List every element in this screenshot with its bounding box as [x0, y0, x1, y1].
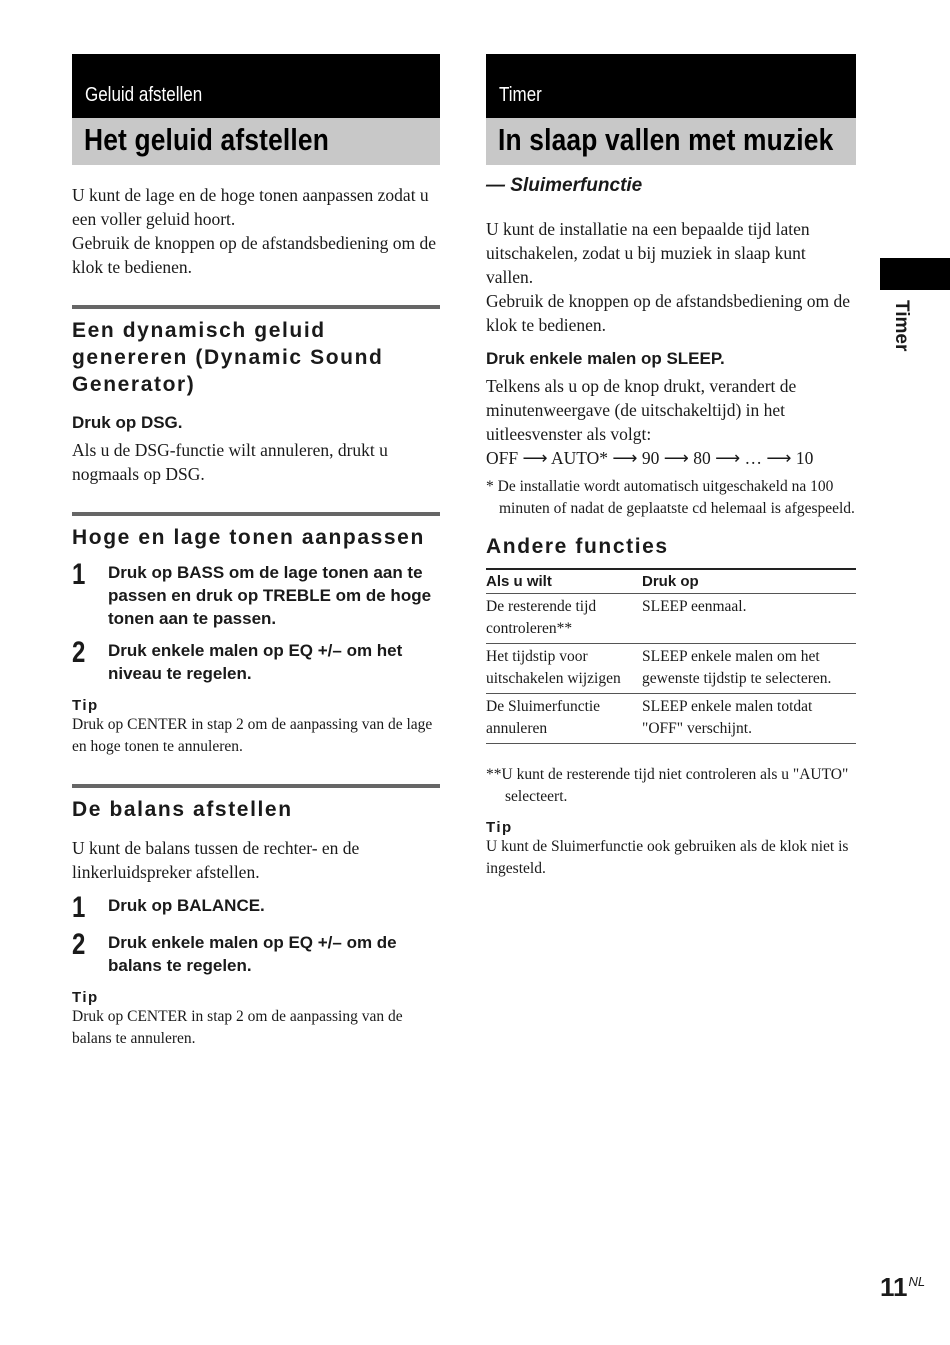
page-title: Het geluid afstellen — [84, 122, 329, 157]
step-item — [72, 558, 440, 630]
page-language-suffix: NL — [908, 1274, 926, 1289]
instruction-text: Druk op DSG. — [72, 413, 183, 432]
table-header: Druk op — [642, 569, 856, 594]
page-subtitle: — Sluimerfunctie — [486, 175, 643, 196]
table-row — [486, 594, 856, 644]
section-heading: Andere functies — [486, 535, 669, 558]
section-dsg — [72, 305, 440, 486]
step-item — [72, 636, 440, 685]
table-header-row — [486, 569, 856, 594]
section-category-title: Timer — [499, 84, 542, 106]
step-text: Druk op BALANCE. — [108, 896, 265, 915]
tip-text: Druk op CENTER in stap 2 om de aanpassing van de balans te annuleren. — [72, 1008, 403, 1047]
step-text: Druk enkele malen op EQ +/– om het niveau te regelen. — [108, 641, 403, 683]
section-band-timer — [486, 54, 856, 118]
intro-text — [72, 183, 440, 279]
step-item — [72, 891, 440, 924]
section-balance — [72, 784, 440, 1050]
sleep-sequence: OFF ⟶ AUTO* ⟶ 90 ⟶ 80 ⟶ … ⟶ 10 — [486, 448, 814, 468]
step-item — [72, 928, 440, 977]
body-text: Telkens als u op de knop drukt, verandert de minutenweergave (de uitschakeltijd) in het uitleesvenster als volgt: — [486, 376, 797, 444]
intro-paragraph: Gebruik de knoppen op de afstandsbediening om de klok te bedienen. — [72, 233, 437, 277]
page-title-band — [486, 118, 856, 165]
page-title-band — [72, 118, 440, 165]
section-heading: Een dynamisch geluid genereren (Dynamic Sound Generator) — [72, 319, 384, 396]
chapter-tab-marker — [880, 258, 950, 290]
table-cell: SLEEP eenmaal. — [642, 594, 856, 644]
section-heading: De balans afstellen — [72, 798, 293, 821]
intro-text — [486, 217, 856, 337]
left-column — [72, 54, 440, 1050]
page-title: In slaap vallen met muziek — [498, 122, 834, 157]
tip-text: U kunt de Sluimerfunctie ook gebruiken als de klok niet is ingesteld. — [486, 838, 849, 877]
footnote: **U kunt de resterende tijd niet controleren als u "AUTO" selecteert. — [486, 766, 849, 805]
body-text: U kunt de balans tussen de rechter- en de linkerluidspreker afstellen. — [72, 838, 360, 882]
table-cell: De Sluimerfunctie annuleren — [486, 694, 642, 744]
table-cell: SLEEP enkele malen om het gewenste tijdstip te selecteren. — [642, 644, 856, 694]
step-number: 2 — [72, 928, 86, 961]
intro-paragraph: U kunt de lage en de hoge tonen aanpassen zodat u een voller geluid hoort. — [72, 185, 429, 229]
body-text: Als u de DSG-functie wilt annuleren, drukt u nogmaals op DSG. — [72, 440, 388, 484]
chapter-tab — [888, 300, 918, 370]
step-number: 1 — [72, 891, 86, 924]
intro-paragraph: U kunt de installatie na een bepaalde tijd laten uitschakelen, zodat u bij muziek in slaap kunt vallen. — [486, 219, 810, 287]
tip-label: Tip — [72, 989, 99, 1006]
section-tones — [72, 512, 440, 758]
section-category-title: Geluid afstellen — [85, 84, 203, 106]
step-number: 1 — [72, 558, 86, 591]
tip-text: Druk op CENTER in stap 2 om de aanpassing van de lage en hoge tonen te annuleren. — [72, 716, 433, 755]
tip-label: Tip — [486, 819, 513, 836]
section-heading: Hoge en lage tonen aanpassen — [72, 526, 425, 549]
step-text: Druk enkele malen op EQ +/– om de balans te regelen. — [108, 933, 397, 975]
step-text: Druk op BASS om de lage tonen aan te passen en druk op TREBLE om de hoge tonen aan te passen. — [108, 563, 432, 628]
table-cell: De resterende tijd controleren** — [486, 594, 642, 644]
section-band-geluid — [72, 54, 440, 118]
page-number-value: 11 — [880, 1272, 908, 1302]
table-row — [486, 644, 856, 694]
table-cell: SLEEP enkele malen totdat "OFF" verschijnt. — [642, 694, 856, 744]
table-cell: Het tijdstip voor uitschakelen wijzigen — [486, 644, 642, 694]
instruction-text: Druk enkele malen op SLEEP. — [486, 349, 725, 368]
page-number — [880, 1272, 925, 1303]
tip-label: Tip — [72, 697, 99, 714]
functions-table — [486, 568, 856, 744]
intro-paragraph: Gebruik de knoppen op de afstandsbediening om de klok te bedienen. — [486, 291, 851, 335]
right-column — [486, 54, 856, 880]
footnote: * De installatie wordt automatisch uitgeschakeld na 100 minuten of nadat de geplaatste cd helemaal is afgespeeld. — [486, 478, 855, 517]
table-header: Als u wilt — [486, 569, 642, 594]
step-number: 2 — [72, 636, 86, 669]
chapter-tab-label: Timer — [891, 300, 912, 352]
table-row — [486, 694, 856, 744]
